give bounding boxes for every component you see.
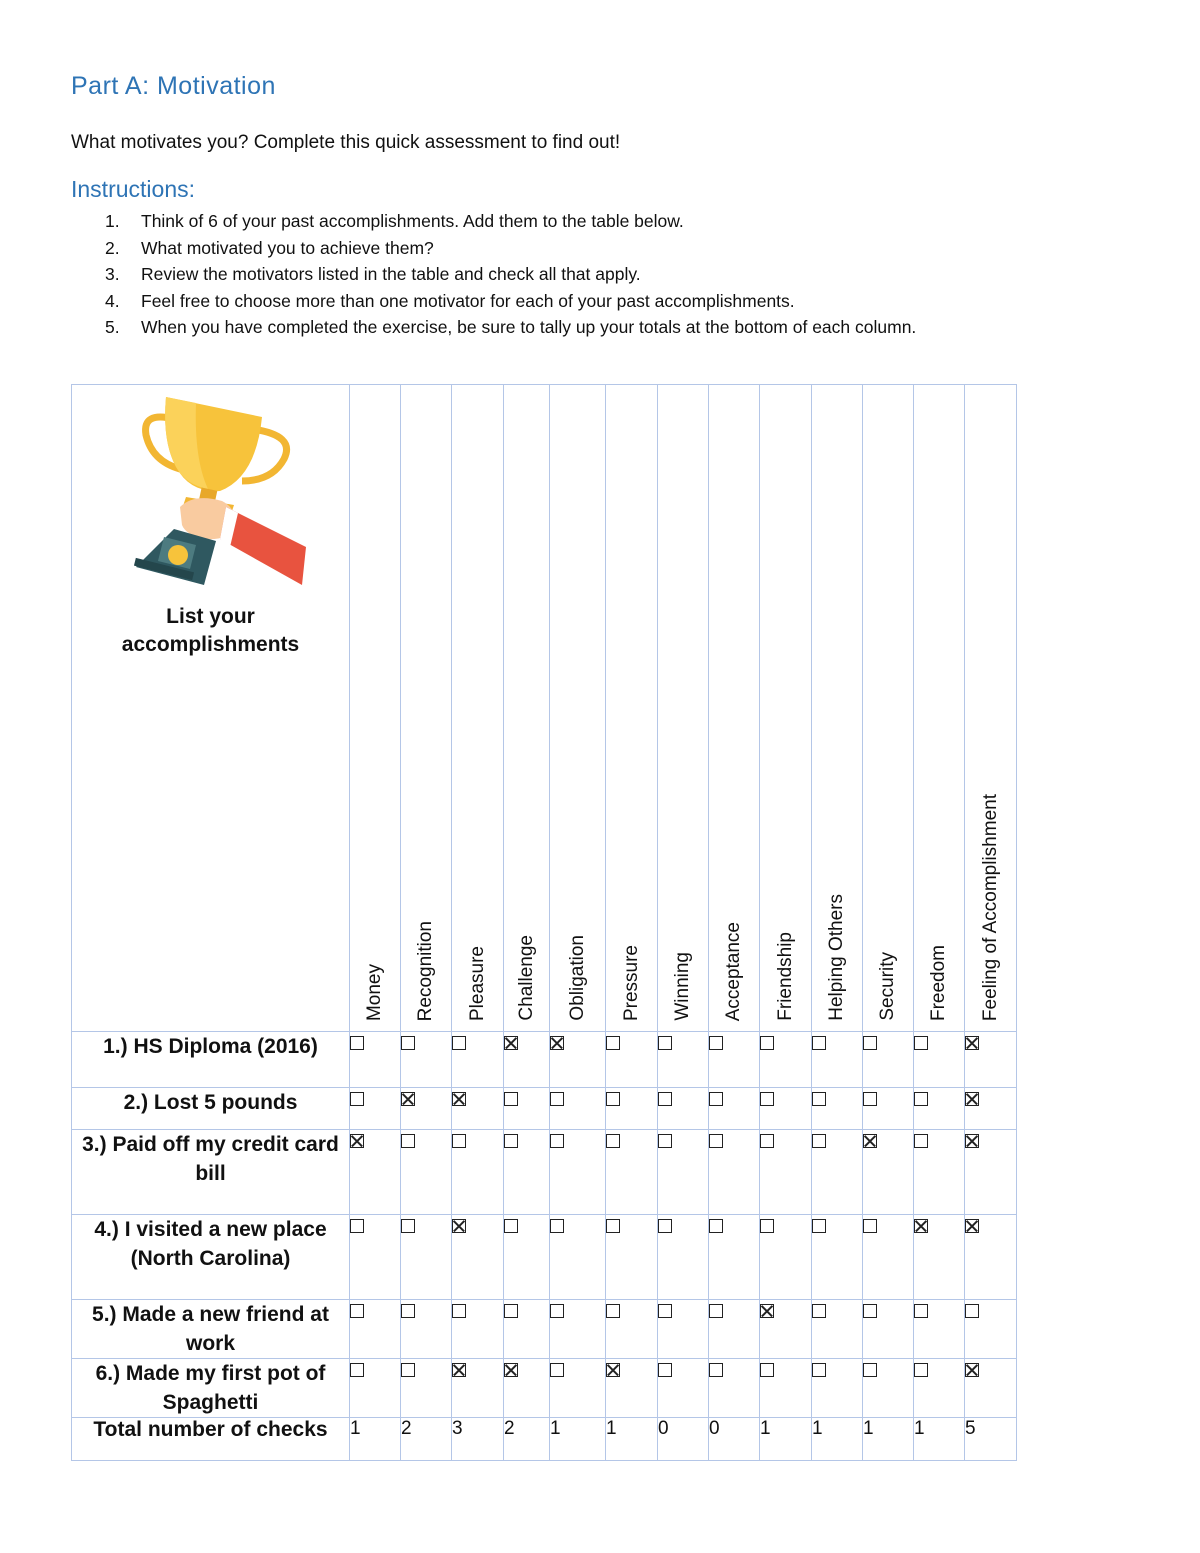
unchecked-checkbox[interactable] — [350, 1219, 364, 1233]
motivator-cell — [452, 1032, 504, 1088]
motivator-cell — [760, 1032, 812, 1088]
unchecked-checkbox[interactable] — [401, 1219, 415, 1233]
motivator-header: Acceptance — [709, 385, 760, 1032]
unchecked-checkbox[interactable] — [401, 1304, 415, 1318]
unchecked-checkbox[interactable] — [452, 1036, 466, 1050]
unchecked-checkbox[interactable] — [401, 1363, 415, 1377]
motivator-header: Money — [350, 385, 401, 1032]
motivator-cell — [452, 1359, 504, 1418]
total-value: 0 — [658, 1418, 709, 1461]
accomplishments-header-cell — [72, 385, 350, 1032]
total-value: 1 — [606, 1418, 658, 1461]
unchecked-checkbox[interactable] — [914, 1304, 928, 1318]
unchecked-checkbox[interactable] — [709, 1363, 723, 1377]
unchecked-checkbox[interactable] — [658, 1363, 672, 1377]
motivator-cell — [812, 1215, 863, 1300]
total-value: 1 — [550, 1418, 606, 1461]
unchecked-checkbox[interactable] — [658, 1304, 672, 1318]
checked-checkbox[interactable] — [863, 1134, 877, 1148]
checked-checkbox[interactable] — [914, 1219, 928, 1233]
motivator-cell — [914, 1359, 965, 1418]
motivator-cell — [709, 1215, 760, 1300]
total-value: 5 — [965, 1418, 1017, 1461]
instruction-item: 4. Feel free to choose more than one motivator for each of your past accomplishments. — [105, 290, 795, 311]
motivator-cell — [504, 1215, 550, 1300]
motivator-cell — [504, 1359, 550, 1418]
accomplishment-label: 2.) Lost 5 pounds — [72, 1088, 350, 1130]
accomplishment-label: 1.) HS Diploma (2016) — [72, 1032, 350, 1088]
unchecked-checkbox[interactable] — [504, 1134, 518, 1148]
unchecked-checkbox[interactable] — [760, 1219, 774, 1233]
unchecked-checkbox[interactable] — [914, 1134, 928, 1148]
motivator-cell — [760, 1300, 812, 1359]
motivator-cell — [504, 1032, 550, 1088]
instructions-heading: Instructions: — [71, 176, 195, 202]
unchecked-checkbox[interactable] — [709, 1304, 723, 1318]
motivator-cell — [760, 1130, 812, 1215]
motivator-cell — [350, 1300, 401, 1359]
unchecked-checkbox[interactable] — [606, 1134, 620, 1148]
motivator-cell — [350, 1215, 401, 1300]
motivator-header: Feeling of Accomplishment — [965, 385, 1017, 1032]
unchecked-checkbox[interactable] — [452, 1134, 466, 1148]
unchecked-checkbox[interactable] — [812, 1036, 826, 1050]
unchecked-checkbox[interactable] — [965, 1304, 979, 1318]
unchecked-checkbox[interactable] — [550, 1219, 564, 1233]
checked-checkbox[interactable] — [550, 1036, 564, 1050]
motivator-cell — [606, 1300, 658, 1359]
motivator-cell — [550, 1130, 606, 1215]
unchecked-checkbox[interactable] — [606, 1219, 620, 1233]
instruction-item: 2. What motivated you to achieve them? — [105, 237, 434, 258]
motivator-cell — [452, 1088, 504, 1130]
accomplishment-row — [72, 1088, 1017, 1130]
total-value: 1 — [812, 1418, 863, 1461]
motivator-cell — [658, 1032, 709, 1088]
total-value: 2 — [401, 1418, 452, 1461]
checked-checkbox[interactable] — [504, 1036, 518, 1050]
motivator-cell — [760, 1215, 812, 1300]
motivator-cell — [709, 1359, 760, 1418]
motivator-cell — [550, 1215, 606, 1300]
total-value: 0 — [709, 1418, 760, 1461]
unchecked-checkbox[interactable] — [812, 1134, 826, 1148]
unchecked-checkbox[interactable] — [760, 1036, 774, 1050]
motivator-cell — [709, 1088, 760, 1130]
motivator-cell — [965, 1088, 1017, 1130]
total-value: 1 — [350, 1418, 401, 1461]
motivator-cell — [504, 1300, 550, 1359]
checked-checkbox[interactable] — [965, 1036, 979, 1050]
motivator-cell — [658, 1300, 709, 1359]
motivator-header: Challenge — [504, 385, 550, 1032]
total-value: 2 — [504, 1418, 550, 1461]
unchecked-checkbox[interactable] — [812, 1092, 826, 1106]
checked-checkbox[interactable] — [760, 1304, 774, 1318]
motivator-cell — [606, 1215, 658, 1300]
motivator-cell — [760, 1359, 812, 1418]
unchecked-checkbox[interactable] — [606, 1304, 620, 1318]
accomplishment-label: 6.) Made my first pot of Spaghetti — [72, 1359, 350, 1418]
accomplishment-row — [72, 1215, 1017, 1300]
motivator-cell — [401, 1215, 452, 1300]
unchecked-checkbox[interactable] — [760, 1092, 774, 1106]
unchecked-checkbox[interactable] — [812, 1219, 826, 1233]
checked-checkbox[interactable] — [965, 1134, 979, 1148]
motivator-cell — [550, 1300, 606, 1359]
motivator-cell — [504, 1130, 550, 1215]
total-value: 1 — [914, 1418, 965, 1461]
accomplishment-label: 3.) Paid off my credit card bill — [72, 1130, 350, 1215]
motivator-cell — [606, 1088, 658, 1130]
unchecked-checkbox[interactable] — [401, 1134, 415, 1148]
accomplishment-row — [72, 1130, 1017, 1215]
unchecked-checkbox[interactable] — [863, 1304, 877, 1318]
motivator-cell — [812, 1088, 863, 1130]
checked-checkbox[interactable] — [606, 1363, 620, 1377]
unchecked-checkbox[interactable] — [863, 1363, 877, 1377]
motivator-cell — [550, 1032, 606, 1088]
unchecked-checkbox[interactable] — [452, 1304, 466, 1318]
motivator-cell — [914, 1215, 965, 1300]
totals-label: Total number of checks — [72, 1418, 350, 1461]
checked-checkbox[interactable] — [350, 1134, 364, 1148]
motivator-cell — [606, 1130, 658, 1215]
accomplishment-label: 4.) I visited a new place (North Carolina) — [72, 1215, 350, 1300]
unchecked-checkbox[interactable] — [812, 1304, 826, 1318]
unchecked-checkbox[interactable] — [658, 1092, 672, 1106]
motivator-cell — [504, 1088, 550, 1130]
checked-checkbox[interactable] — [965, 1092, 979, 1106]
motivator-cell — [812, 1300, 863, 1359]
checked-checkbox[interactable] — [965, 1219, 979, 1233]
motivator-cell — [550, 1359, 606, 1418]
motivator-cell — [606, 1032, 658, 1088]
motivator-header: Winning — [658, 385, 709, 1032]
motivator-cell — [812, 1130, 863, 1215]
unchecked-checkbox[interactable] — [914, 1092, 928, 1106]
motivator-cell — [863, 1130, 914, 1215]
motivator-cell — [965, 1300, 1017, 1359]
motivator-header: Helping Others — [812, 385, 863, 1032]
unchecked-checkbox[interactable] — [863, 1092, 877, 1106]
motivator-cell — [550, 1088, 606, 1130]
motivator-cell — [914, 1300, 965, 1359]
unchecked-checkbox[interactable] — [350, 1036, 364, 1050]
unchecked-checkbox[interactable] — [760, 1134, 774, 1148]
unchecked-checkbox[interactable] — [504, 1219, 518, 1233]
motivator-cell — [401, 1088, 452, 1130]
accomplishment-row — [72, 1032, 1017, 1088]
motivator-cell — [709, 1032, 760, 1088]
motivator-cell — [760, 1088, 812, 1130]
unchecked-checkbox[interactable] — [550, 1092, 564, 1106]
motivator-cell — [965, 1215, 1017, 1300]
unchecked-checkbox[interactable] — [709, 1036, 723, 1050]
unchecked-checkbox[interactable] — [658, 1036, 672, 1050]
accomplishments-header-label: List your accomplishments — [121, 605, 300, 656]
motivator-cell — [812, 1359, 863, 1418]
motivator-cell — [812, 1032, 863, 1088]
unchecked-checkbox[interactable] — [550, 1304, 564, 1318]
unchecked-checkbox[interactable] — [709, 1134, 723, 1148]
motivator-cell — [452, 1300, 504, 1359]
motivator-cell — [350, 1130, 401, 1215]
motivator-cell — [401, 1032, 452, 1088]
motivator-cell — [965, 1359, 1017, 1418]
motivator-cell — [350, 1032, 401, 1088]
motivator-cell — [709, 1130, 760, 1215]
motivator-cell — [863, 1032, 914, 1088]
unchecked-checkbox[interactable] — [658, 1219, 672, 1233]
instructions-list — [105, 208, 916, 341]
instruction-item: 5. When you have completed the exercise, be sure to tally up your totals at the bottom of each column. — [105, 317, 917, 337]
total-value: 3 — [452, 1418, 504, 1461]
unchecked-checkbox[interactable] — [812, 1363, 826, 1377]
motivator-cell — [965, 1130, 1017, 1215]
accomplishment-row — [72, 1300, 1017, 1359]
motivator-cell — [401, 1130, 452, 1215]
motivator-cell — [914, 1088, 965, 1130]
instruction-item: 3. Review the motivators listed in the table and check all that apply. — [105, 264, 641, 284]
unchecked-checkbox[interactable] — [606, 1092, 620, 1106]
checked-checkbox[interactable] — [504, 1363, 518, 1377]
checked-checkbox[interactable] — [965, 1363, 979, 1377]
motivator-header: Freedom — [914, 385, 965, 1032]
unchecked-checkbox[interactable] — [550, 1134, 564, 1148]
motivator-cell — [863, 1359, 914, 1418]
unchecked-checkbox[interactable] — [914, 1363, 928, 1377]
motivator-cell — [709, 1300, 760, 1359]
motivator-cell — [914, 1032, 965, 1088]
page-title: Part A: Motivation — [71, 72, 276, 100]
motivator-header: Pleasure — [452, 385, 504, 1032]
motivator-cell — [863, 1088, 914, 1130]
motivator-cell — [452, 1215, 504, 1300]
checked-checkbox[interactable] — [401, 1092, 415, 1106]
unchecked-checkbox[interactable] — [350, 1092, 364, 1106]
motivator-header: Security — [863, 385, 914, 1032]
unchecked-checkbox[interactable] — [863, 1219, 877, 1233]
header-row — [72, 385, 1017, 1032]
unchecked-checkbox[interactable] — [550, 1363, 564, 1377]
totals-row — [72, 1418, 1017, 1461]
unchecked-checkbox[interactable] — [350, 1304, 364, 1318]
unchecked-checkbox[interactable] — [709, 1092, 723, 1106]
motivator-cell — [452, 1130, 504, 1215]
unchecked-checkbox[interactable] — [863, 1036, 877, 1050]
checked-checkbox[interactable] — [452, 1363, 466, 1377]
unchecked-checkbox[interactable] — [709, 1219, 723, 1233]
total-value: 1 — [863, 1418, 914, 1461]
motivator-cell — [606, 1359, 658, 1418]
motivator-cell — [350, 1359, 401, 1418]
intro-text: What motivates you? Complete this quick assessment to find out! — [71, 132, 621, 153]
unchecked-checkbox[interactable] — [606, 1036, 620, 1050]
motivator-header: Recognition — [401, 385, 452, 1032]
unchecked-checkbox[interactable] — [504, 1092, 518, 1106]
unchecked-checkbox[interactable] — [760, 1363, 774, 1377]
motivator-header: Obligation — [550, 385, 606, 1032]
accomplishment-label: 5.) Made a new friend at work — [72, 1300, 350, 1359]
motivator-cell — [350, 1088, 401, 1130]
checked-checkbox[interactable] — [452, 1092, 466, 1106]
motivator-header: Friendship — [760, 385, 812, 1032]
motivator-cell — [658, 1359, 709, 1418]
unchecked-checkbox[interactable] — [914, 1036, 928, 1050]
trophy-in-hand-icon — [134, 389, 306, 589]
motivator-cell — [863, 1215, 914, 1300]
total-value: 1 — [760, 1418, 812, 1461]
unchecked-checkbox[interactable] — [658, 1134, 672, 1148]
motivator-cell — [965, 1032, 1017, 1088]
unchecked-checkbox[interactable] — [350, 1363, 364, 1377]
checked-checkbox[interactable] — [452, 1219, 466, 1233]
motivator-cell — [658, 1130, 709, 1215]
motivator-cell — [401, 1300, 452, 1359]
unchecked-checkbox[interactable] — [504, 1304, 518, 1318]
motivator-header: Pressure — [606, 385, 658, 1032]
motivation-table — [71, 384, 1017, 1461]
accomplishment-row — [72, 1359, 1017, 1418]
motivator-cell — [658, 1215, 709, 1300]
motivator-cell — [914, 1130, 965, 1215]
motivator-cell — [863, 1300, 914, 1359]
instruction-item: 1. Think of 6 of your past accomplishments. Add them to the table below. — [105, 211, 684, 231]
unchecked-checkbox[interactable] — [401, 1036, 415, 1050]
motivator-cell — [401, 1359, 452, 1418]
motivator-cell — [658, 1088, 709, 1130]
